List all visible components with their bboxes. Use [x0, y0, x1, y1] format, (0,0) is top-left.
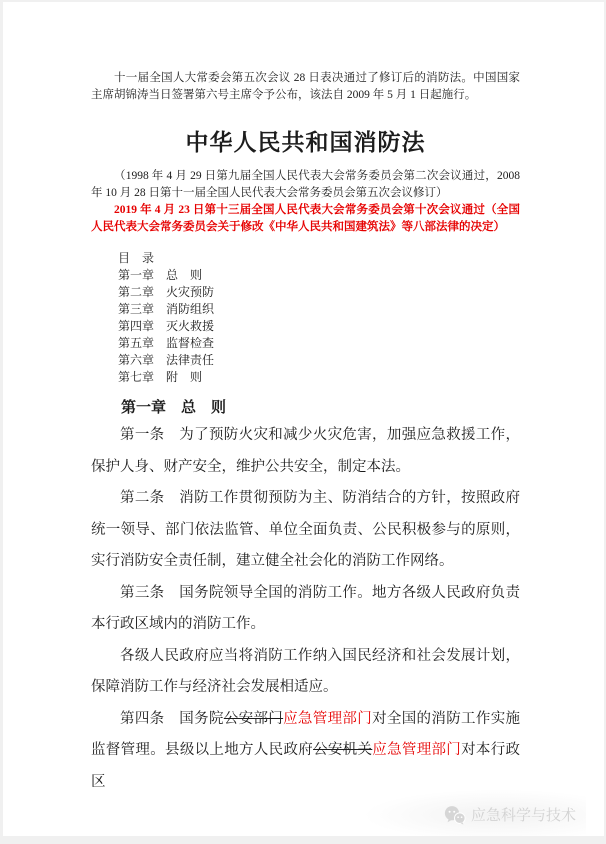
toc-item-chapter7: 第七章 附 则 — [118, 370, 203, 384]
toc-item-chapter3: 第三章 消防组织 — [118, 302, 215, 316]
wechat-official-account-icon — [443, 805, 467, 825]
table-of-contents — [91, 250, 520, 386]
amendment-note: 2019 年 4 月 23 日第十三届全国人民代表大会常务委员会第十次会议通过（全国人民代表大会常务委员会关于修改《中华人民共和国建筑法》等八部法律的决定） — [91, 204, 520, 233]
article-4-inserted-text: 应急管理部门 — [283, 710, 373, 727]
toc-item-chapter2: 第二章 火灾预防 — [118, 285, 215, 299]
toc-item-chapter4: 第四章 灭火救援 — [118, 319, 215, 333]
article-4-paragraph — [91, 704, 520, 799]
article-4-text: 第四条 国务院 — [120, 710, 224, 727]
intro-paragraph: 十一届全国人大常委会第五次会议 28 日表决通过了修订后的消防法。中国国家主席胡锦涛当日签署第六号主席令予公布，该法自 2009 年 5 月 1 日起施行。 — [91, 72, 520, 101]
article-4-inserted-text: 应急管理部门 — [372, 742, 462, 758]
chapter1-body — [91, 420, 520, 798]
chapter1-heading: 第一章 总 则 — [121, 400, 227, 416]
article-3-paragraph-2: 各级人民政府应当将消防工作纳入国民经济和社会发展计划，保障消防工作与经济社会发展相适应。 — [91, 647, 520, 695]
document-page — [3, 2, 604, 836]
toc-item-chapter6: 第六章 法律责任 — [118, 353, 215, 367]
article-4-text: 对全国的消防工作实施监督管理。县级以上地方人民政府 — [91, 710, 521, 758]
toc-item-chapter5: 第五章 监督检查 — [118, 336, 215, 350]
enactment-note: （1998 年 4 月 29 日第九届全国人民代表大会常务委员会第二次会议通过，2008 年 10 月 28 日第十一届全国人民代表大会常务委员会第五次会议修订） — [91, 170, 520, 199]
article-3-paragraph-1: 第三条 国务院领导全国的消防工作。地方各级人民政府负责本行政区域内的消防工作。 — [91, 584, 520, 632]
article-2-paragraph: 第二条 消防工作贯彻预防为主、防消结合的方针，按照政府统一领导、部门依法监管、单位全面负责、公民积极参与的原则，实行消防安全责任制，建立健全社会化的消防工作网络。 — [91, 490, 520, 569]
article-1-paragraph: 第一条 为了预防火灾和减少火灾危害，加强应急救援工作，保护人身、财产安全，维护公共安全，制定本法。 — [91, 427, 520, 475]
watermark-label: 应急科学与技术 — [470, 807, 576, 824]
document-title: 中华人民共和国消防法 — [185, 130, 426, 155]
article-4-strikethrough-text: 公安机关 — [313, 742, 373, 758]
watermark — [443, 804, 576, 825]
article-4-strikethrough-text: 公安部门 — [223, 710, 284, 727]
watermark-zone — [366, 790, 586, 836]
toc-item-chapter1: 第一章 总 则 — [118, 268, 203, 282]
page-content — [3, 2, 604, 798]
toc-heading: 目 录 — [118, 251, 155, 265]
article-4-text: 对本行政区 — [91, 742, 521, 790]
